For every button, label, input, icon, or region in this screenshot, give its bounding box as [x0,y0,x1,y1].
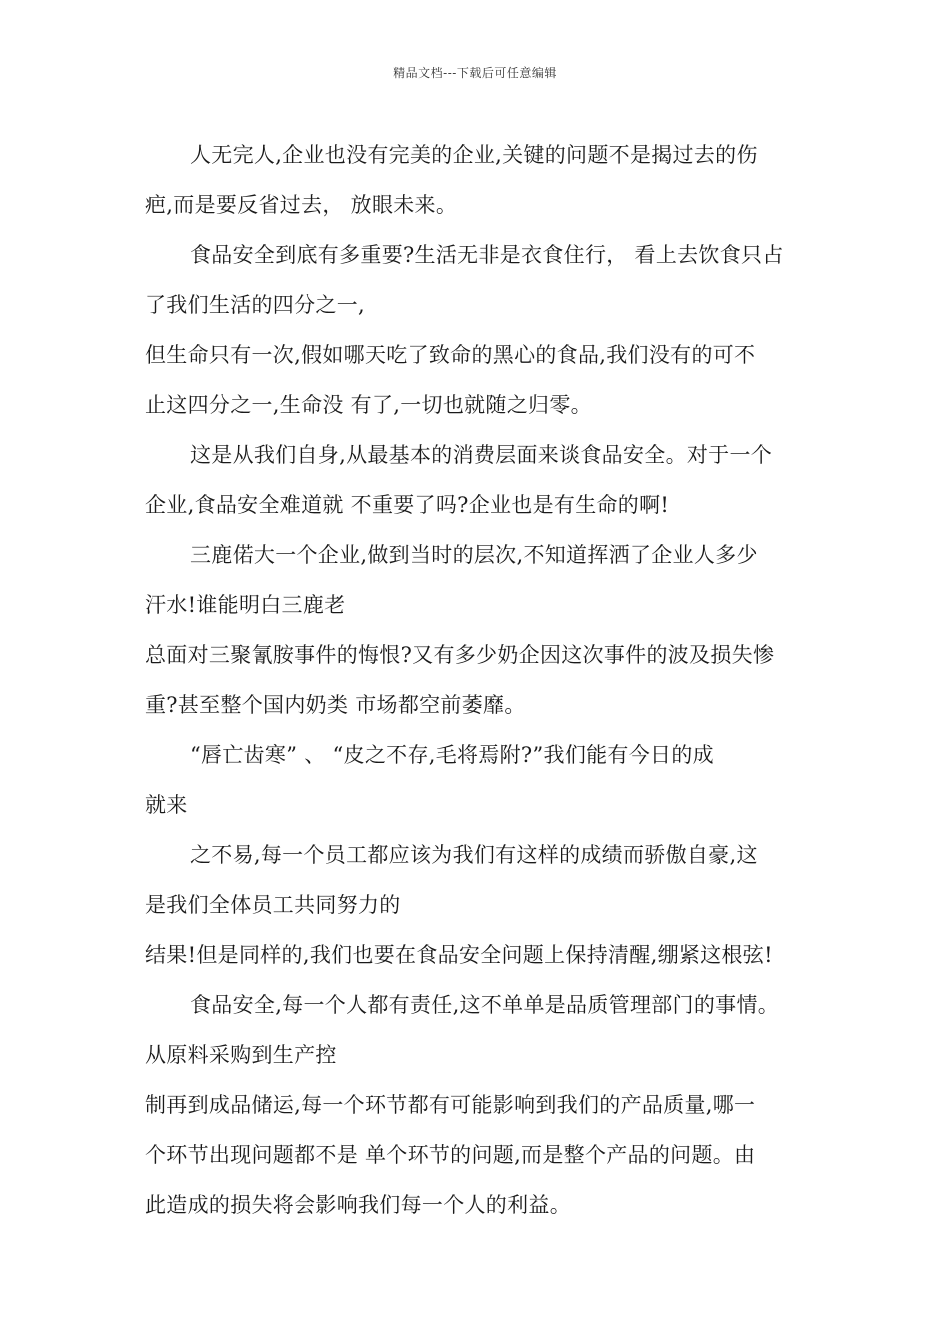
text-line: 之不易,每一个员工都应该为我们有这样的成绩而骄傲自豪,这 [190,843,758,867]
text-line: 就来 [145,793,188,817]
text-line: 是我们全体员工共同努力的 [145,893,401,917]
text-line: 但生命只有一次,假如哪天吃了致命的黑心的食品,我们没有的可不 [145,343,756,367]
text-line: 这是从我们自身,从最基本的消费层面来谈食品安全。对于一个 [190,443,773,467]
text-line: 制再到成品储运,每一个环节都有可能影响到我们的产品质量,哪一 [145,1093,756,1117]
text-line: 食品安全到底有多重要?生活无非是衣食住行， 看上去饮食只占 [190,243,784,267]
text-line: “唇亡齿寒” 、 “皮之不存,毛将焉附?”我们能有今日的成 [190,743,714,767]
text-line: 企业,食品安全难道就 不重要了吗?企业也是有生命的啊! [145,493,670,517]
text-line: 重?甚至整个国内奶类 市场都空前萎靡。 [145,693,526,717]
page-header: 精品文档---下载后可任意编辑 [393,66,557,80]
text-line: 从原料采购到生产控 [145,1043,337,1067]
text-line: 结果!但是同样的,我们也要在食品安全问题上保持清醒,绷紧这根弦! [145,943,773,967]
text-line: 人无完人,企业也没有完美的企业,关键的问题不是揭过去的伤 [190,143,758,167]
text-line: 止这四分之一,生命没 有了,一切也就随之归零。 [145,393,592,417]
text-line: 三鹿偌大一个企业,做到当时的层次,不知道挥洒了企业人多少 [190,543,758,567]
text-line: 总面对三聚氰胺事件的悔恨?又有多少奶企因这次事件的波及损失惨 [145,643,775,667]
text-line: 汗水!谁能明白三鹿老 [145,593,346,617]
text-line: 了我们生活的四分之一, [145,293,365,317]
document-body [145,130,825,1230]
text-line: 疤,而是要反省过去， 放眼未来。 [145,193,458,217]
text-line: 个环节出现问题都不是 单个环节的问题,而是整个产品的问题。由 [145,1143,756,1167]
text-line: 此造成的损失将会影响我们每一个人的利益。 [145,1193,571,1217]
text-line: 食品安全,每一个人都有责任,这不单单是品质管理部门的事情。 [190,993,780,1017]
